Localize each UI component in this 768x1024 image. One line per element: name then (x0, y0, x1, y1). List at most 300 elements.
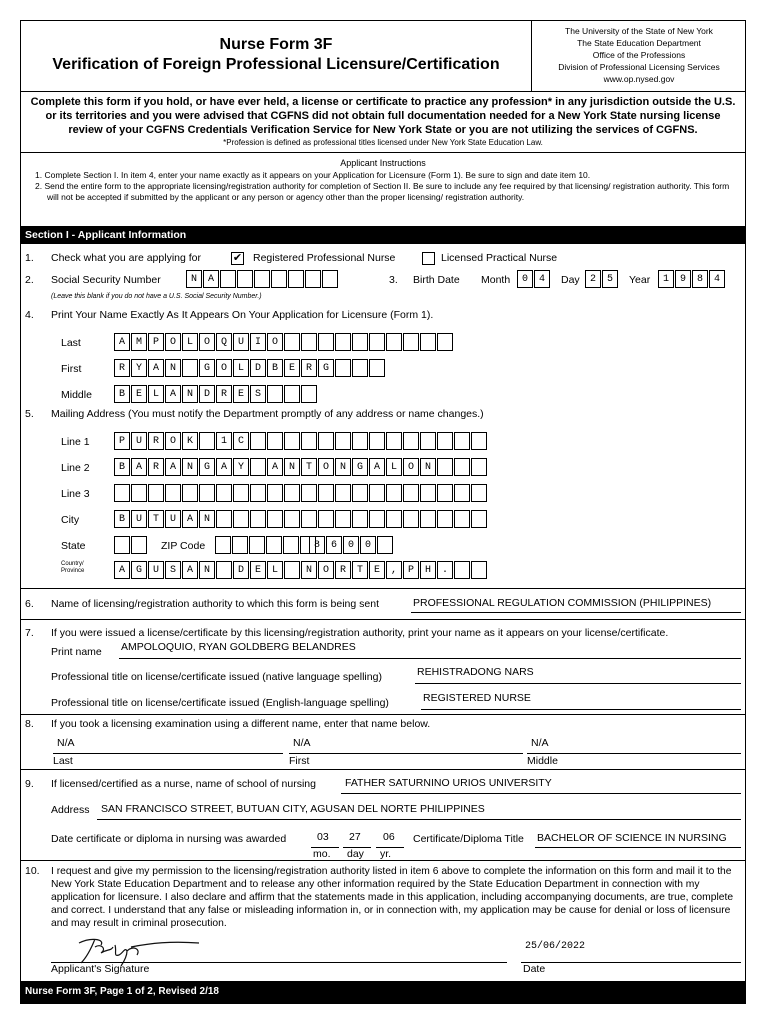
char-box[interactable] (288, 270, 304, 288)
licensing-authority-value[interactable]: PROFESSIONAL REGULATION COMMISSION (PHILIPPINES) (413, 597, 712, 609)
agency-line: Office of the Professions (592, 50, 686, 60)
exam-first-label: First (289, 755, 310, 767)
char-box[interactable] (233, 510, 249, 528)
award-month-value[interactable]: 03 (317, 831, 329, 843)
country-province-field[interactable] (114, 561, 488, 579)
item-number: 9. (25, 778, 34, 790)
underline (421, 709, 741, 710)
char-box[interactable] (318, 432, 334, 450)
char-box[interactable]: 4 (534, 270, 550, 288)
char-box[interactable]: 0 (360, 536, 376, 554)
char-box[interactable]: L (182, 333, 198, 351)
char-box[interactable] (250, 484, 266, 502)
char-box[interactable]: C (233, 432, 249, 450)
char-box[interactable] (284, 510, 300, 528)
line2-label: Line 2 (61, 462, 90, 474)
char-box[interactable]: 1 (216, 432, 232, 450)
char-box[interactable] (454, 510, 470, 528)
char-box[interactable] (420, 432, 436, 450)
item-number: 4. (25, 309, 34, 321)
char-box[interactable]: B (114, 510, 130, 528)
char-box[interactable]: N (186, 270, 202, 288)
char-box[interactable]: Y (131, 359, 147, 377)
award-year-value[interactable]: 06 (383, 831, 395, 843)
char-box[interactable] (386, 510, 402, 528)
form-subtitle: Verification of Foreign Professional Licensure/Certification (52, 56, 500, 73)
char-box[interactable] (232, 536, 248, 554)
day-label: day (347, 848, 364, 860)
underline (535, 847, 741, 848)
char-box[interactable]: 0 (343, 536, 359, 554)
char-box[interactable]: U (148, 561, 164, 579)
zip-field-continued[interactable] (309, 536, 394, 554)
char-box[interactable]: E (284, 359, 300, 377)
char-box[interactable] (352, 359, 368, 377)
underline (411, 612, 741, 613)
school-address-label: Address (51, 804, 90, 816)
char-box[interactable] (182, 359, 198, 377)
char-box[interactable]: E (131, 385, 147, 403)
char-box[interactable]: L (233, 359, 249, 377)
rn-checkbox[interactable]: ✔ (232, 252, 243, 264)
char-box[interactable]: G (131, 561, 147, 579)
native-title-value[interactable]: REHISTRADONG NARS (417, 666, 534, 678)
underline (521, 962, 741, 963)
underline (415, 683, 741, 684)
q7-label: If you were issued a license/certificate by this licensing/registration authority, print your name as it appears on your license/certificate. (51, 627, 669, 639)
char-box[interactable]: G (199, 458, 215, 476)
char-box[interactable] (237, 270, 253, 288)
char-box[interactable] (335, 484, 351, 502)
intro-note: *Profession is defined as professional titles licensed under New York State Education Law. (223, 138, 543, 147)
char-box[interactable] (352, 333, 368, 351)
char-box[interactable]: . (437, 561, 453, 579)
char-box[interactable] (369, 484, 385, 502)
divider (21, 714, 745, 715)
char-box[interactable]: R (301, 359, 317, 377)
country-label-line: Province (61, 568, 85, 574)
birth-year-field[interactable] (658, 270, 726, 288)
char-box[interactable]: 4 (709, 270, 725, 288)
char-box[interactable] (369, 510, 385, 528)
line1-label: Line 1 (61, 436, 90, 448)
char-box[interactable] (267, 510, 283, 528)
q8-label: If you took a licensing examination using a different name, enter that name below. (51, 718, 431, 730)
underline (97, 819, 741, 820)
first-name-field[interactable] (114, 359, 386, 377)
q4-label: Print Your Name Exactly As It Appears On Your Application for Licensure (Form 1). (51, 309, 434, 321)
char-box[interactable]: A (267, 458, 283, 476)
award-date-label: Date certificate or diploma in nursing was awarded (51, 833, 287, 845)
char-box[interactable]: U (233, 333, 249, 351)
char-box[interactable]: L (148, 385, 164, 403)
char-box[interactable] (403, 484, 419, 502)
char-box[interactable] (386, 484, 402, 502)
char-box[interactable] (352, 484, 368, 502)
char-box[interactable] (182, 484, 198, 502)
char-box[interactable] (301, 510, 317, 528)
char-box[interactable] (267, 385, 283, 403)
underline (527, 753, 741, 754)
char-box[interactable] (318, 333, 334, 351)
char-box[interactable] (283, 536, 299, 554)
line3-label: Line 3 (61, 488, 90, 500)
char-box[interactable]: E (250, 561, 266, 579)
birth-date-label: Birth Date (413, 274, 460, 286)
char-box[interactable]: B (267, 359, 283, 377)
underline (53, 753, 283, 754)
char-box[interactable] (335, 510, 351, 528)
char-box[interactable] (335, 359, 351, 377)
country-label-line: Country/ (61, 561, 84, 567)
agency-line: The University of the State of New York (565, 26, 713, 36)
char-box[interactable] (369, 333, 385, 351)
char-box[interactable] (352, 510, 368, 528)
instruction-item: 2. Send the entire form to the appropriate licensing/registration authority for completion of Section II. Be sure to include any fee required by that licensing/ registration authority. This form will not be accepted if submitted by the applicant or any person or agency other than the proper licensing/ registration authority. (35, 181, 730, 202)
char-box[interactable]: U (165, 510, 181, 528)
char-box[interactable]: 6 (326, 536, 342, 554)
item-number: 1. (25, 252, 34, 264)
char-box[interactable] (352, 432, 368, 450)
char-box[interactable] (250, 432, 266, 450)
char-box[interactable] (437, 510, 453, 528)
char-box[interactable]: M (131, 333, 147, 351)
char-box[interactable]: G (352, 458, 368, 476)
item-number: 7. (25, 627, 34, 639)
char-box[interactable] (437, 432, 453, 450)
char-box[interactable] (471, 458, 487, 476)
char-box[interactable]: 0 (517, 270, 533, 288)
char-box[interactable]: O (318, 561, 334, 579)
char-box[interactable]: N (182, 385, 198, 403)
char-box[interactable] (454, 432, 470, 450)
char-box[interactable] (284, 432, 300, 450)
char-box[interactable] (284, 561, 300, 579)
birth-month-field[interactable] (517, 270, 551, 288)
divider (21, 769, 745, 770)
char-box[interactable] (454, 458, 470, 476)
char-box[interactable]: A (182, 561, 198, 579)
char-box[interactable]: 9 (675, 270, 691, 288)
lpn-checkbox[interactable] (422, 252, 435, 265)
q6-label: Name of licensing/registration authority to which this form is being sent (51, 598, 379, 610)
char-box[interactable] (233, 484, 249, 502)
char-box[interactable] (271, 270, 287, 288)
first-name-label: First (61, 363, 82, 375)
diploma-title-value[interactable]: BACHELOR OF SCIENCE IN NURSING (537, 832, 727, 844)
char-box[interactable]: 5 (602, 270, 618, 288)
char-box[interactable]: 8 (309, 536, 325, 554)
footer: Nurse Form 3F, Page 1 of 2, Revised 2/18 (21, 981, 745, 1003)
char-box[interactable] (403, 510, 419, 528)
char-box[interactable]: Q (216, 333, 232, 351)
char-box[interactable] (220, 270, 236, 288)
char-box[interactable] (437, 458, 453, 476)
char-box[interactable]: O (318, 458, 334, 476)
char-box[interactable]: N (420, 458, 436, 476)
date-label: Date (523, 963, 546, 975)
char-box[interactable] (454, 561, 470, 579)
char-box[interactable]: P (114, 432, 130, 450)
award-day-value[interactable]: 27 (349, 831, 361, 843)
char-box[interactable] (267, 484, 283, 502)
char-box[interactable]: A (165, 385, 181, 403)
exam-last-label: Last (53, 755, 73, 767)
print-name-value[interactable]: AMPOLOQUIO, RYAN GOLDBERG BELANDRES (121, 641, 356, 653)
char-box[interactable]: 8 (692, 270, 708, 288)
char-box[interactable] (216, 510, 232, 528)
char-box[interactable]: E (369, 561, 385, 579)
char-box[interactable]: D (199, 385, 215, 403)
divider (21, 588, 745, 589)
char-box[interactable] (131, 484, 147, 502)
char-box[interactable] (254, 270, 270, 288)
char-box[interactable] (165, 484, 181, 502)
char-box[interactable]: N (284, 458, 300, 476)
char-box[interactable]: R (335, 561, 351, 579)
char-box[interactable]: A (369, 458, 385, 476)
char-box[interactable] (301, 333, 317, 351)
char-box[interactable]: P (148, 333, 164, 351)
char-box[interactable] (284, 484, 300, 502)
native-title-label: Professional title on license/certificate issued (native language spelling) (51, 671, 382, 683)
char-box[interactable] (386, 432, 402, 450)
char-box[interactable] (284, 333, 300, 351)
char-box[interactable]: L (386, 458, 402, 476)
exam-last-name-value[interactable]: N/A (57, 737, 75, 749)
char-box[interactable] (420, 333, 436, 351)
char-box[interactable]: K (182, 432, 198, 450)
print-name-label: Print name (51, 646, 102, 658)
char-box[interactable]: N (301, 561, 317, 579)
diploma-title-label: Certificate/Diploma Title (413, 833, 524, 845)
intro-text: Complete this form if you hold, or have ever held, a license or certificate to practice any profession* in any jurisdiction outside the U.S. or its territories and you were advised that CGFNS did not obtain full documentation needed for a New York State nursing license review of your CGFNS Credentials Verification Service for New York State or you are not utilizing the services of CGFNS. (30, 96, 736, 136)
english-title-label: Professional title on license/certificate issued (English-language spelling) (51, 697, 389, 709)
char-box[interactable]: O (216, 359, 232, 377)
char-box[interactable]: R (148, 458, 164, 476)
school-value[interactable]: FATHER SATURNINO URIOS UNIVERSITY (345, 777, 552, 789)
char-box[interactable] (369, 359, 385, 377)
address-line3-field[interactable] (114, 484, 488, 502)
english-title-value[interactable]: REGISTERED NURSE (423, 692, 531, 704)
char-box[interactable]: R (148, 432, 164, 450)
char-box[interactable] (471, 432, 487, 450)
char-box[interactable] (386, 333, 402, 351)
nurse-form-3f (20, 20, 746, 1004)
agency-block (533, 25, 745, 85)
char-box[interactable]: B (114, 458, 130, 476)
char-box[interactable]: H (420, 561, 436, 579)
address-line2-field[interactable] (114, 458, 488, 476)
char-box[interactable]: N (199, 510, 215, 528)
char-box[interactable]: O (199, 333, 215, 351)
char-box[interactable]: P (403, 561, 419, 579)
char-box[interactable]: G (318, 359, 334, 377)
char-box[interactable] (215, 536, 231, 554)
char-box[interactable]: U (131, 432, 147, 450)
divider (21, 860, 745, 861)
char-box[interactable] (318, 484, 334, 502)
school-address-value[interactable]: SAN FRANCISCO STREET, BUTUAN CITY, AGUSAN DEL NORTE PHILIPPINES (101, 803, 485, 815)
char-box[interactable] (249, 536, 265, 554)
last-name-label: Last (61, 337, 81, 349)
last-name-field[interactable] (114, 333, 454, 351)
exam-first-name-value[interactable]: N/A (293, 737, 311, 749)
char-box[interactable] (301, 484, 317, 502)
char-box[interactable]: R (216, 385, 232, 403)
char-box[interactable]: G (199, 359, 215, 377)
char-box[interactable]: A (114, 561, 130, 579)
char-box[interactable] (199, 484, 215, 502)
agency-line: Division of Professional Licensing Services (558, 62, 720, 72)
char-box[interactable] (250, 458, 266, 476)
char-box[interactable]: O (165, 333, 181, 351)
item-number: 3. (389, 274, 398, 286)
year-label: Year (629, 274, 651, 286)
underline (341, 793, 741, 794)
char-box[interactable]: A (216, 458, 232, 476)
char-box[interactable] (322, 270, 338, 288)
country-label (61, 561, 84, 575)
ssn-note: (Leave this blank if you do not have a U.S. Social Security Number.) (51, 293, 262, 300)
item-number: 5. (25, 408, 34, 420)
instructions-title: Applicant Instructions (340, 158, 426, 168)
ssn-label: Social Security Number (51, 274, 161, 286)
char-box[interactable]: N (199, 561, 215, 579)
char-box[interactable] (284, 385, 300, 403)
title-block (21, 21, 532, 91)
zip-label: ZIP Code (161, 540, 206, 552)
char-box[interactable] (403, 333, 419, 351)
item-number: 6. (25, 598, 34, 610)
char-box[interactable]: 1 (658, 270, 674, 288)
form-title: Nurse Form 3F (219, 36, 333, 53)
underline (289, 753, 523, 754)
char-box[interactable]: O (267, 333, 283, 351)
q9-label: If licensed/certified as a nurse, name of school of nursing (51, 778, 316, 790)
char-box[interactable]: A (131, 458, 147, 476)
char-box[interactable]: D (233, 561, 249, 579)
char-box[interactable] (148, 484, 164, 502)
mo-label: mo. (313, 848, 331, 860)
char-box[interactable] (471, 561, 487, 579)
agency-url[interactable]: www.op.nysed.gov (603, 74, 675, 84)
char-box[interactable]: N (165, 359, 181, 377)
char-box[interactable]: T (301, 458, 317, 476)
underline (119, 658, 741, 659)
char-box[interactable]: S (250, 385, 266, 403)
zip-field[interactable] (215, 536, 317, 554)
char-box[interactable] (335, 432, 351, 450)
char-box[interactable] (131, 536, 147, 554)
char-box[interactable]: I (250, 333, 266, 351)
char-box[interactable]: A (148, 359, 164, 377)
signature-label: Applicant's Signature (51, 963, 150, 975)
char-box[interactable] (471, 484, 487, 502)
char-box[interactable] (267, 432, 283, 450)
char-box[interactable]: O (165, 432, 181, 450)
char-box[interactable]: , (386, 561, 402, 579)
state-label: State (61, 540, 86, 552)
char-box[interactable] (335, 333, 351, 351)
char-box[interactable] (216, 484, 232, 502)
char-box[interactable] (216, 561, 232, 579)
q1-label: Check what you are applying for (51, 252, 201, 264)
item-number: 2. (25, 274, 34, 286)
char-box[interactable]: D (250, 359, 266, 377)
char-box[interactable] (420, 510, 436, 528)
signature-date-value[interactable]: 25/06/2022 (525, 941, 586, 952)
lpn-option-label: Licensed Practical Nurse (441, 252, 558, 264)
middle-name-field[interactable] (114, 385, 318, 403)
char-box[interactable]: A (165, 458, 181, 476)
char-box[interactable]: L (267, 561, 283, 579)
item-number: 8. (25, 718, 34, 730)
agency-line: The State Education Department (577, 38, 701, 48)
declaration-text: I request and give my permission to the licensing/registration authority listed in item 6 above to complete the information on this form and mail it to the New York State Education Department and to release any other information required by the State Education Department in connection with my application for licensure. I also declare and affirm that the statements made in this application, including accompanying documents, are true, complete and correct. I understand that any false or misleading information in, or in connection with, my application may be cause for denial or loss of licensure and may result in criminal prosecution. (51, 866, 734, 929)
char-box[interactable] (318, 510, 334, 528)
char-box[interactable] (305, 270, 321, 288)
rn-option-label: Registered Professional Nurse (253, 252, 396, 264)
birth-day-field[interactable] (585, 270, 619, 288)
char-box[interactable]: R (114, 359, 130, 377)
char-box[interactable]: A (182, 510, 198, 528)
char-box[interactable] (437, 333, 453, 351)
char-box[interactable] (301, 385, 317, 403)
char-box[interactable]: S (165, 561, 181, 579)
char-box[interactable] (199, 432, 215, 450)
exam-middle-name-value[interactable]: N/A (531, 737, 549, 749)
char-box[interactable] (437, 484, 453, 502)
char-box[interactable] (369, 432, 385, 450)
char-box[interactable]: U (131, 510, 147, 528)
char-box[interactable]: N (335, 458, 351, 476)
char-box[interactable]: E (233, 385, 249, 403)
char-box[interactable] (454, 484, 470, 502)
char-box[interactable] (250, 510, 266, 528)
char-box[interactable]: 2 (585, 270, 601, 288)
divider (21, 152, 745, 153)
state-field[interactable] (114, 536, 148, 554)
month-label: Month (481, 274, 511, 286)
char-box[interactable] (403, 432, 419, 450)
char-box[interactable] (301, 432, 317, 450)
city-field[interactable] (114, 510, 488, 528)
char-box[interactable] (266, 536, 282, 554)
address-line1-field[interactable] (114, 432, 488, 450)
exam-middle-label: Middle (527, 755, 558, 767)
char-box[interactable]: T (352, 561, 368, 579)
char-box[interactable]: N (182, 458, 198, 476)
ssn-field[interactable] (186, 270, 339, 288)
char-box[interactable]: A (114, 333, 130, 351)
char-box[interactable] (114, 484, 130, 502)
yr-label: yr. (380, 848, 392, 860)
middle-name-label: Middle (61, 389, 92, 401)
divider (21, 619, 745, 620)
char-box[interactable] (420, 484, 436, 502)
char-box[interactable] (114, 536, 130, 554)
divider (21, 91, 745, 92)
char-box[interactable]: A (203, 270, 219, 288)
char-box[interactable]: B (114, 385, 130, 403)
char-box[interactable]: T (148, 510, 164, 528)
char-box[interactable]: O (403, 458, 419, 476)
char-box[interactable] (377, 536, 393, 554)
char-box[interactable]: Y (233, 458, 249, 476)
q5-label: Mailing Address (You must notify the Department promptly of any address or name changes.) (51, 408, 484, 420)
char-box[interactable] (471, 510, 487, 528)
